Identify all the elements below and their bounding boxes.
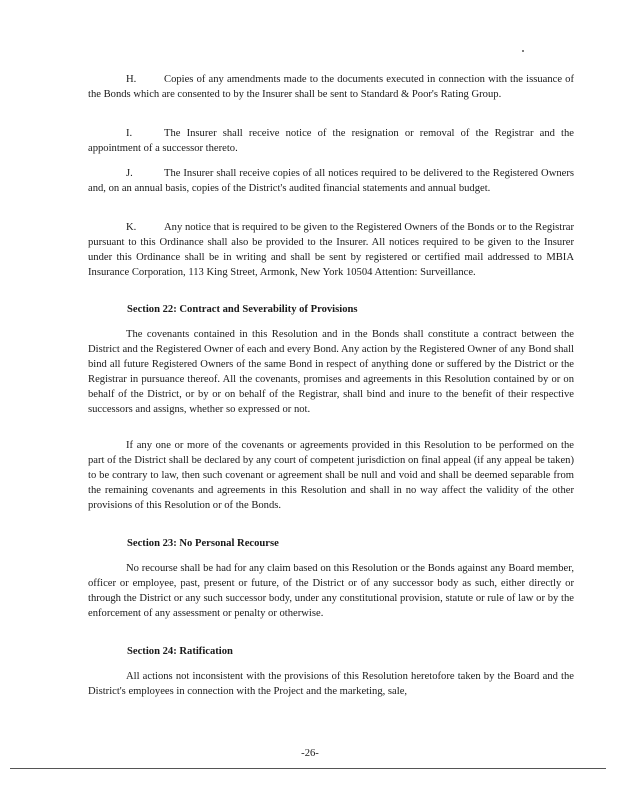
paragraph-k-text: Any notice that is required to be given to the Registered Owners of the Bonds or to the Registrar pursuant to this Ordinance shall also be provided to the Insurer. All notices required to be given to the Insurer under this Ordinance shall be in writing and shall be sent by registered or certified mail addressed to MBIA Insurance Corporation, 113 King Street, Armonk, New York 10504 Attention: Surveillance. [88,222,574,278]
section-23-paragraph-1: No recourse shall be had for any claim based on this Resolution or the Bonds against any Board member, officer or employee, past, present or future, of the District or of any successor body as such, either directly or through the District or any such successor body, under any constitutional provision, statute or rule of law or by the enforcement of any assessment or penalty or otherwise. [88,563,574,619]
paragraph-h [88,72,574,102]
section-22-heading: Section 22: Contract and Severability of Provisions [127,304,358,315]
section-22-paragraph-1: The covenants contained in this Resolution and in the Bonds shall constitute a contract between the District and the Registered Owner of each and every Bond. Any action by the Registered Owner of any Bond shall bind all future Registered Owners of the same Bond in respect of anything done or suffered by the District or the Registrar in pursuance thereof. All the covenants, promises and agreements in this Resolution contained by or on behalf of the District, or by or on behalf of the Registrar, shall bind and inure to the benefit of their respective successors and assigns, whether so expressed or not. [88,329,574,415]
page-number: -26- [301,748,319,759]
paragraph-i-label: I. [126,128,133,139]
scan-speck [522,50,524,52]
footer-rule [10,768,606,769]
paragraph-h-label: H. [126,74,137,85]
section-24-paragraph-1: All actions not inconsistent with the provisions of this Resolution heretofore taken by the Board and the District's employees in connection with the Project and the marketing, sale, [88,671,574,697]
paragraph-k-label: K. [126,222,137,233]
paragraph-h-text: Copies of any amendments made to the documents executed in connection with the issuance of the Bonds which are consented to by the Insurer shall be sent to Standard & Poor's Rating Group. [88,74,574,100]
paragraph-j [88,166,574,196]
section-23-heading: Section 23: No Personal Recourse [127,538,279,549]
paragraph-j-label: J. [126,168,133,179]
paragraph-i-text: The Insurer shall receive notice of the resignation or removal of the Registrar and the appointment of a successor thereto. [88,128,574,154]
section-22-paragraph-2: If any one or more of the covenants or agreements provided in this Resolution to be performed on the part of the District shall be declared by any court of competent jurisdiction on final appeal (if any appeal be taken) to be contrary to law, then such covenant or agreement shall be null and void and shall be deemed separable from the remaining covenants and agreements in this Resolution and shall in no way affect the validity of the other provisions of this Resolution or of the Bonds. [88,440,574,511]
paragraph-j-text: The Insurer shall receive copies of all notices required to be delivered to the Registered Owners and, on an annual basis, copies of the District's audited financial statements and annual budget. [88,168,574,194]
paragraph-k [88,220,574,280]
section-24-heading: Section 24: Ratification [127,646,233,657]
paragraph-i [88,126,574,156]
